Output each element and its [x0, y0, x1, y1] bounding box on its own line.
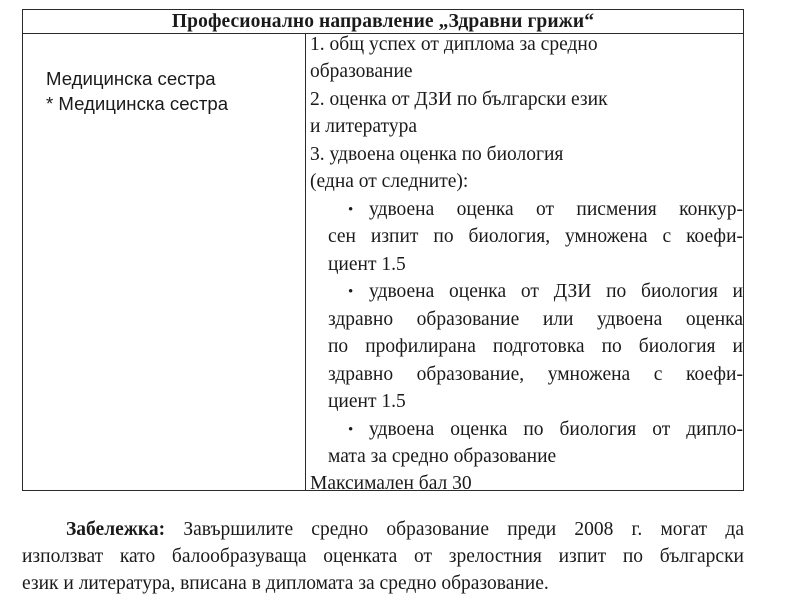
bullet-2-line: циент 1.5	[328, 391, 406, 412]
bullet-3-line: мата за средно образование	[328, 446, 557, 467]
criterion-3-line-2: (една от следните):	[310, 171, 469, 192]
specialty-item: * Медицинска сестра	[46, 93, 229, 114]
bullet-2-line: здравно образование или удвоена оценка	[328, 309, 743, 330]
bullet-1-line: удвоена оценка от писмения конкур-	[369, 199, 743, 220]
criteria-column	[306, 34, 743, 494]
specialty-column	[23, 34, 306, 490]
bullet-2-line: по профилирана подготовка по биология и	[328, 336, 743, 357]
bullet-icon: •	[348, 422, 354, 438]
bullet-1-line: циент 1.5	[328, 254, 406, 275]
criterion-1-line-1: 1. общ успех от диплома за средно	[310, 34, 598, 55]
note-label: Забележка:	[66, 519, 166, 540]
admission-criteria-table	[22, 9, 744, 494]
bullet-1-line: сен изпит по биология, умножена с коефи-	[328, 226, 743, 247]
note-line-1	[66, 517, 744, 543]
bullet-3-line: удвоена оценка по биология от дипло-	[369, 419, 743, 440]
note-text: Завършилите средно образование преди 2008 г. могат да	[165, 519, 744, 540]
bullet-2-line: здравно образование, умножена с коефи-	[328, 364, 743, 385]
criterion-1-line-2: образование	[310, 61, 413, 82]
bullet-icon: •	[348, 284, 354, 300]
criterion-2-line-2: и литература	[310, 116, 417, 137]
table-header: Професионално направление „Здравни грижи“	[23, 10, 743, 34]
bullet-2-line: удвоена оценка от ДЗИ по биология и	[369, 281, 743, 302]
specialty-item: Медицинска сестра	[46, 68, 216, 89]
criterion-2-line-1: 2. оценка от ДЗИ по български език	[310, 89, 608, 110]
criterion-3-line-1: 3. удвоена оценка по биология	[310, 144, 564, 165]
bullet-icon: •	[348, 202, 354, 218]
max-score: Максимален бал 30	[310, 473, 472, 494]
note-line-3: език и литература, вписана в дипломата за средно образование.	[22, 573, 549, 594]
note-line-2: използват като балообразуваща оценката от зрелостния изпит по български	[22, 546, 744, 567]
